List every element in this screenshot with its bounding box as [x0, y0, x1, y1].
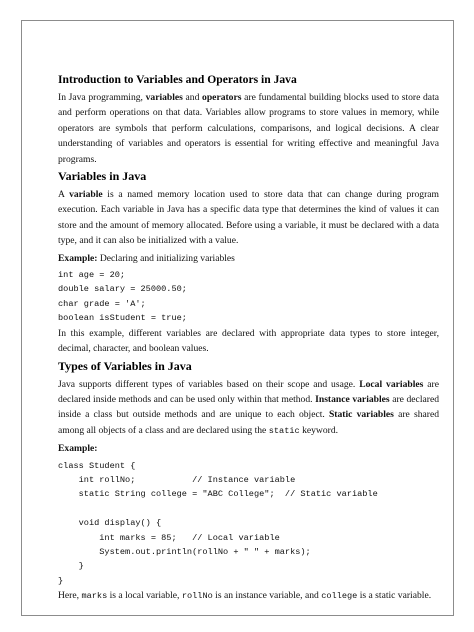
declarations-explanation: In this example, different variables are declared with appropriate data types to store integer, decimal, character, and boolean values. — [58, 327, 439, 355]
types-text: are shared among all objects of a class and are declared using the — [58, 409, 440, 436]
document-content — [58, 72, 439, 607]
types-text: Java supports different types of variables based on their scope and usage. — [58, 378, 360, 390]
bold-static-variables: Static variables — [328, 409, 394, 421]
code-block-declarations: int age = 20; double salary = 25000.50; char grade = 'A'; boolean isStudent = true; — [58, 270, 187, 324]
intro-bold-operators: operators — [202, 92, 242, 103]
intro-text: In Java programming, — [58, 92, 146, 103]
intro-text: are fundamental building blocks used to store data and perform operations on that data. Variables allow programs to store values in memory, while operators are symbols that perform calculations, comparisons, and logical decisions. A clear understanding of variables and operators is essential for writing effective and meaningful Java programs. — [58, 92, 439, 165]
final-text: Here, — [58, 590, 82, 602]
final-explanation — [58, 588, 439, 604]
variables-text: A — [58, 189, 70, 201]
variables-bold-term: variable — [69, 189, 103, 201]
inline-code-static: static — [268, 425, 300, 436]
example-label-1 — [58, 251, 439, 266]
bold-instance-variables: Instance variables — [315, 393, 390, 405]
example-label-text: Example: — [58, 443, 98, 455]
intro-paragraph — [58, 90, 439, 167]
final-text: is an instance variable, and — [212, 590, 322, 602]
document-title: Introduction to Variables and Operators in Java — [58, 73, 297, 86]
variables-paragraph — [58, 187, 439, 249]
document-page — [21, 20, 454, 616]
inline-code-rollno: rollNo — [181, 591, 213, 602]
types-text: are declared inside a class but outside methods and are unique to each object. — [58, 393, 439, 421]
section-heading-types: Types of Variables in Java — [58, 358, 192, 373]
types-text: are declared inside methods and can be used only within that method. — [58, 378, 439, 405]
inline-code-college: college — [321, 591, 358, 602]
bold-local-variables: Local variables — [359, 378, 424, 390]
section-heading-variables: Variables in Java — [58, 169, 147, 184]
code-block-student-class: class Student { int rollNo; // Instance variable static String college = "ABC College"; // Static variable void display() { int marks = 85; // Local variable System.out.println(rollNo + " " + marks); } } — [58, 460, 378, 586]
inline-code-marks: marks — [81, 591, 108, 602]
intro-text: and — [182, 92, 203, 103]
example-caption: Declaring and initializing variables — [97, 252, 235, 264]
variables-text: is a named memory location used to store data that can change during program execution. Each variable in Java has a specific data type that determines the kind of values it can store and the amount of memory allocated. Before using a variable, it must be declared with a data type, and it can also be initialized with a value. — [58, 189, 439, 247]
final-text: is a static variable. — [357, 590, 432, 602]
types-text: keyword. — [299, 424, 339, 436]
final-text: is a local variable, — [107, 590, 182, 602]
intro-bold-variables: variables — [145, 92, 183, 103]
example-label-2 — [58, 441, 439, 456]
example-label-text: Example: — [58, 252, 98, 264]
types-paragraph — [58, 377, 439, 440]
